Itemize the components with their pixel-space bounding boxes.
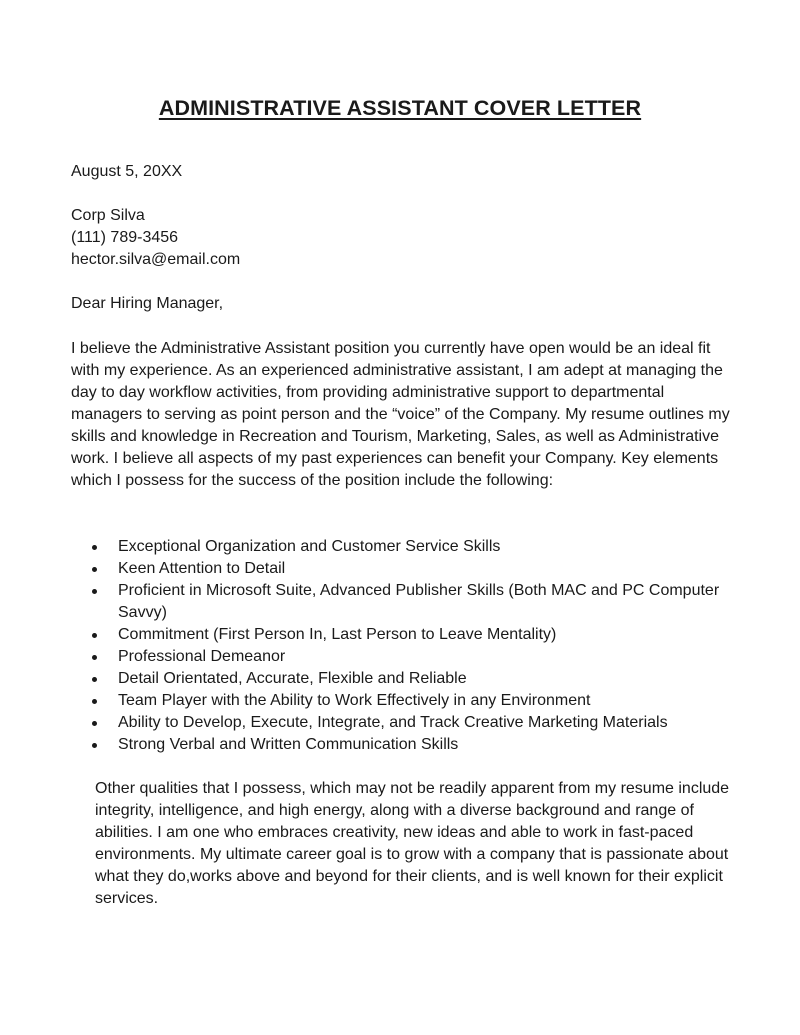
sender-contact-block	[71, 205, 731, 271]
list-item-text: Detail Orientated, Accurate, Flexible and Reliable	[118, 670, 467, 687]
bullet-icon	[92, 721, 97, 726]
list-item-text: Professional Demeanor	[118, 648, 286, 665]
list-item-text: Strong Verbal and Written Communication Skills	[118, 736, 459, 753]
qualifications-list	[71, 536, 731, 756]
list-item	[71, 668, 731, 690]
sender-email: hector.silva@email.com	[71, 251, 241, 268]
bullet-icon	[92, 589, 97, 594]
bullet-icon	[92, 567, 97, 572]
list-item	[71, 536, 731, 558]
intro-paragraph: I believe the Administrative Assistant position you currently have open would be an ideal fit with my experience. As an experienced administrative assistant, I am adept at managing the day to day workflow activities, from providing administrative support to departmental managers to serving as point person and the “voice” of the Company. My resume outlines my skills and knowledge in Recreation and Tourism, Marketing, Sales, as well as Administrative work. I believe all aspects of my past experiences can benefit your Company. Key elements which I possess for the success of the position include the following:	[71, 340, 730, 489]
sender-name: Corp Silva	[71, 207, 145, 224]
letter-date: August 5, 20XX	[71, 163, 183, 180]
bullet-icon	[92, 743, 97, 748]
bullet-icon	[92, 655, 97, 660]
bullet-icon	[92, 699, 97, 704]
list-item-text: Keen Attention to Detail	[118, 560, 286, 577]
list-item	[71, 690, 731, 712]
sender-phone: (111) 789-3456	[71, 229, 179, 246]
bullet-icon	[92, 677, 97, 682]
list-item	[71, 580, 731, 624]
list-item	[71, 558, 731, 580]
bullet-icon	[92, 545, 97, 550]
list-item-text: Ability to Develop, Execute, Integrate, and Track Creative Marketing Materials	[118, 714, 668, 731]
salutation: Dear Hiring Manager,	[71, 295, 224, 312]
list-item-text: Proficient in Microsoft Suite, Advanced Publisher Skills (Both MAC and PC Computer Savvy)	[118, 582, 720, 621]
list-item	[71, 624, 731, 646]
list-item-text: Team Player with the Ability to Work Effectively in any Environment	[118, 692, 591, 709]
list-item	[71, 712, 731, 734]
list-item	[71, 646, 731, 668]
closing-paragraph: Other qualities that I possess, which may not be readily apparent from my resume include integrity, intelligence, and high energy, along with a diverse background and range of abilities. I am one who embraces creativity, new ideas and able to work in fast-paced environments. My ultimate career goal is to grow with a company that is passionate about what they do,works above and beyond for their clients, and is well known for their explicit services.	[95, 780, 730, 907]
list-item-text: Exceptional Organization and Customer Service Skills	[118, 538, 501, 555]
bullet-icon	[92, 633, 97, 638]
list-item-text: Commitment (First Person In, Last Person to Leave Mentality)	[118, 626, 557, 643]
list-item	[71, 734, 731, 756]
document-title: ADMINISTRATIVE ASSISTANT COVER LETTER	[158, 96, 642, 120]
